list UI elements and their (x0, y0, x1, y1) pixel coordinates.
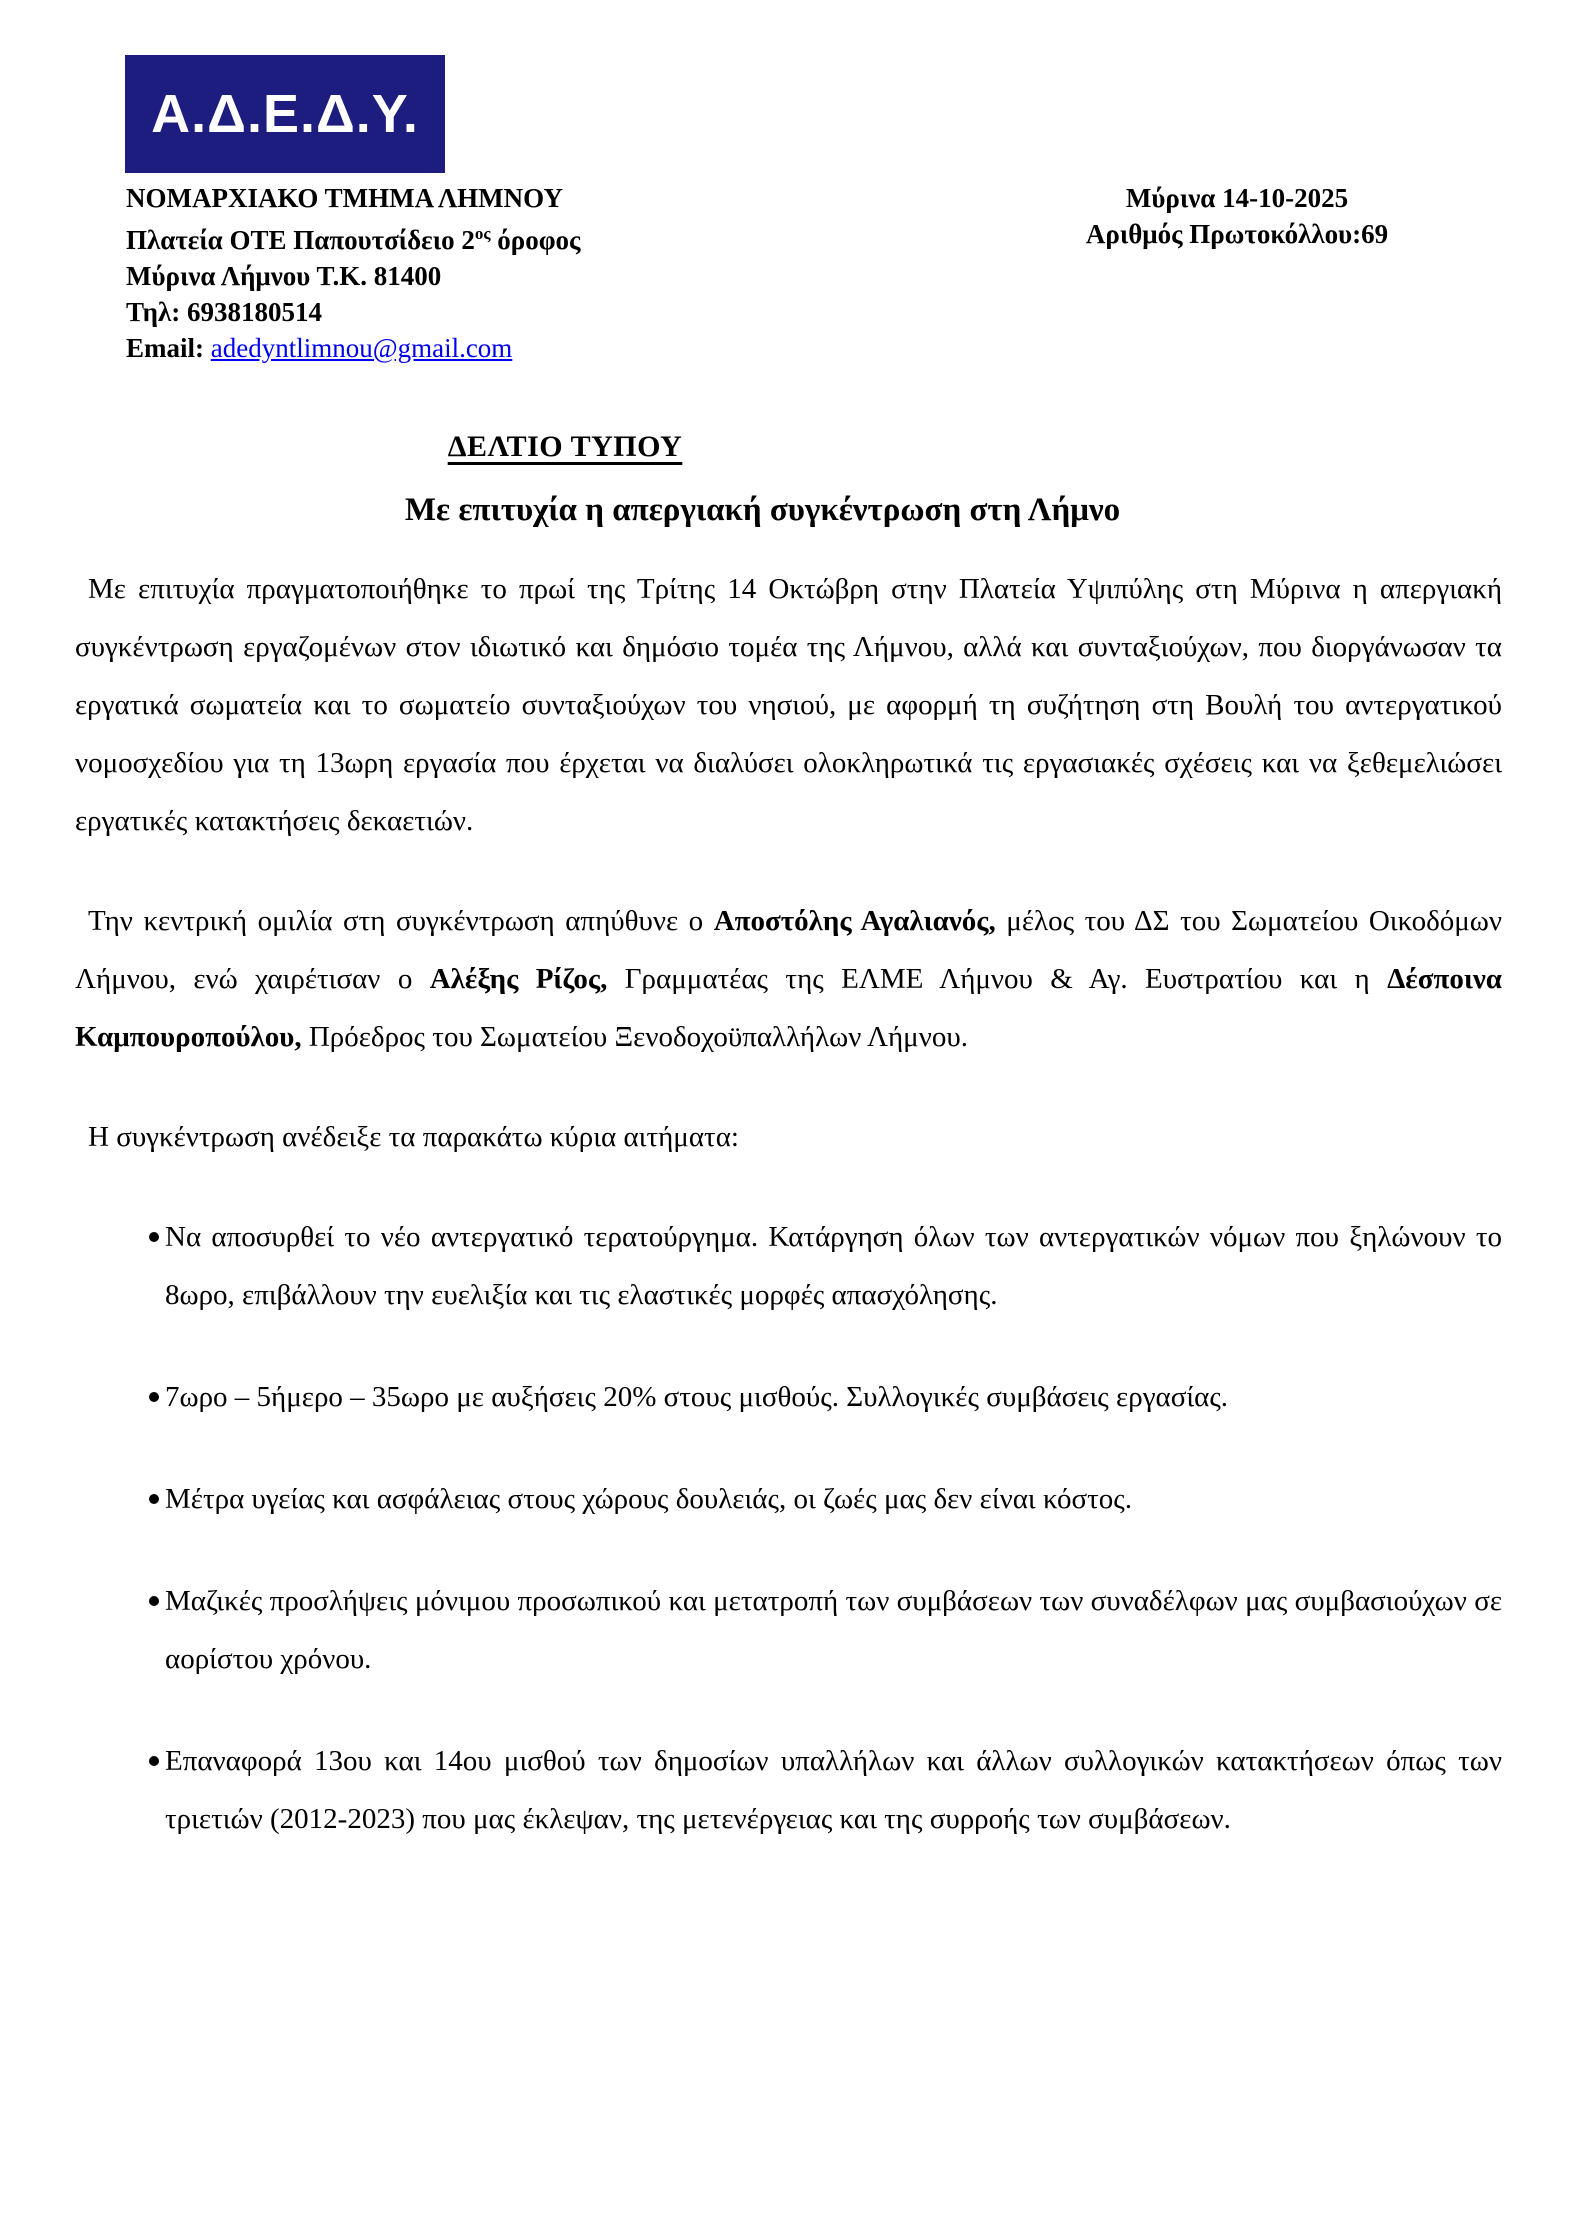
demand-list-item: Να αποσυρθεί το νέο αντεργατικό τερατούργημα. Κατάργηση όλων των αντεργατικών νόμων που ξηλώνουν το 8ωρο, επιβάλλουν την ευελιξία και τις ελαστικές μορφές απασχόλησης. (75, 1208, 1502, 1324)
org-address-line: Πλατεία ΟΤΕ Παπουτσίδειο $2^{o\varsigma}$ όροφος (126, 224, 581, 255)
place-date-line: Μύρινα 14-10-2025 (1125, 183, 1349, 213)
speaker-name: Αποστόλης Αγαλιανός, (713, 905, 996, 937)
paragraph-text: Την κεντρική ομιλία στη συγκέντρωση απηύθυνε ο (88, 905, 714, 937)
phone-label: Τηλ: (126, 297, 187, 327)
demand-list-item: 7ωρο – 5ήμερο – 35ωρο με αυξήσεις 20% στους μισθούς. Συλλογικές συμβάσεις εργασίας. (75, 1368, 1502, 1426)
document-body (75, 560, 1502, 1892)
demands-list (75, 1208, 1502, 1848)
speaker-name: Αλέξης Ρίζος, (429, 963, 608, 995)
org-department-line: ΝΟΜΑΡΧΙΑΚΟ ΤΜΗΜΑ ΛΗΜΝΟΥ (126, 183, 563, 213)
speakers-paragraph (75, 892, 1502, 1066)
paragraph-text: Γραμματέας της ΕΛΜΕ Λήμνου & Αγ. Ευστρατίου και η (607, 963, 1388, 995)
speaker-name: Δέσποινα Καμπουροπούλου, (75, 963, 1502, 1053)
org-email-line (126, 330, 580, 366)
email-link[interactable]: adedyntlimnou@gmail.com (210, 333, 513, 363)
document-type-title: ΔΕΛΤΙΟ ΤΥΠΟΥ (447, 430, 683, 463)
email-label: Email: (126, 333, 211, 363)
date-protocol-block (1027, 180, 1447, 252)
org-city-line: Μύρινα Λήμνου Τ.Κ. 81400 (126, 261, 442, 291)
phone-number: 6938180514 (186, 297, 322, 327)
demand-list-item: Μαζικές προσλήψεις μόνιμου προσωπικού και μετατροπή των συμβάσεων των συναδέλφων μας συμβασιούχων σε αορίστου χρόνου. (75, 1572, 1502, 1688)
protocol-number-line: Αριθμός Πρωτοκόλλου:69 (1085, 219, 1389, 249)
adedy-logo-text: Α.Δ.Ε.Δ.Υ. (151, 84, 419, 144)
paragraph-text: Πρόεδρος του Σωματείου Ξενοδοχοϋπαλλήλων Λήμνου. (301, 1021, 968, 1053)
demand-list-item: Μέτρα υγείας και ασφάλειας στους χώρους δουλειάς, οι ζωές μας δεν είναι κόστος. (75, 1470, 1502, 1528)
ordinal-superscript: ος (474, 224, 491, 243)
adedy-logo (125, 55, 445, 173)
org-contact-block (126, 180, 580, 366)
org-phone-line (126, 294, 580, 330)
paragraph-text: μέλος του ΔΣ του Σωματείου Οικοδόμων Λήμνου, ενώ χαιρέτισαν ο (75, 905, 1502, 995)
demands-intro-paragraph: Η συγκέντρωση ανέδειξε τα παρακάτω κύρια αιτήματα: (88, 1121, 739, 1153)
headline-title: Με επιτυχία η απεργιακή συγκέντρωση στη Λήμνο (404, 492, 1121, 528)
demand-list-item: Επαναφορά 13ου και 14ου μισθού των δημοσίων υπαλλήλων και άλλων συλλογικών κατακτήσεων όπως των τριετιών (2012-2023) που μας έκλεψαν, της μετενέργειας και της συρροής των συμβάσεων. (75, 1732, 1502, 1848)
intro-paragraph: Με επιτυχία πραγματοποιήθηκε το πρωί της Τρίτης 14 Οκτώβρη στην Πλατεία Υψιπύλης στη Μύρινα η απεργιακή συγκέντρωση εργαζομένων στον ιδιωτικό και δημόσιο τομέα της Λήμνου, αλλά και συνταξιούχων, που διοργάνωσαν τα εργατικά σωματεία και το σωματείο συνταξιούχων του νησιού, με αφορμή τη συζήτηση στη Βουλή του αντεργατικού νομοσχεδίου για τη 13ωρη εργασία που έρχεται να διαλύσει ολοκληρωτικά τις εργασιακές σχέσεις και να ξεθεμελιώσει εργατικές κατακτήσεις δεκαετιών. (75, 573, 1502, 837)
